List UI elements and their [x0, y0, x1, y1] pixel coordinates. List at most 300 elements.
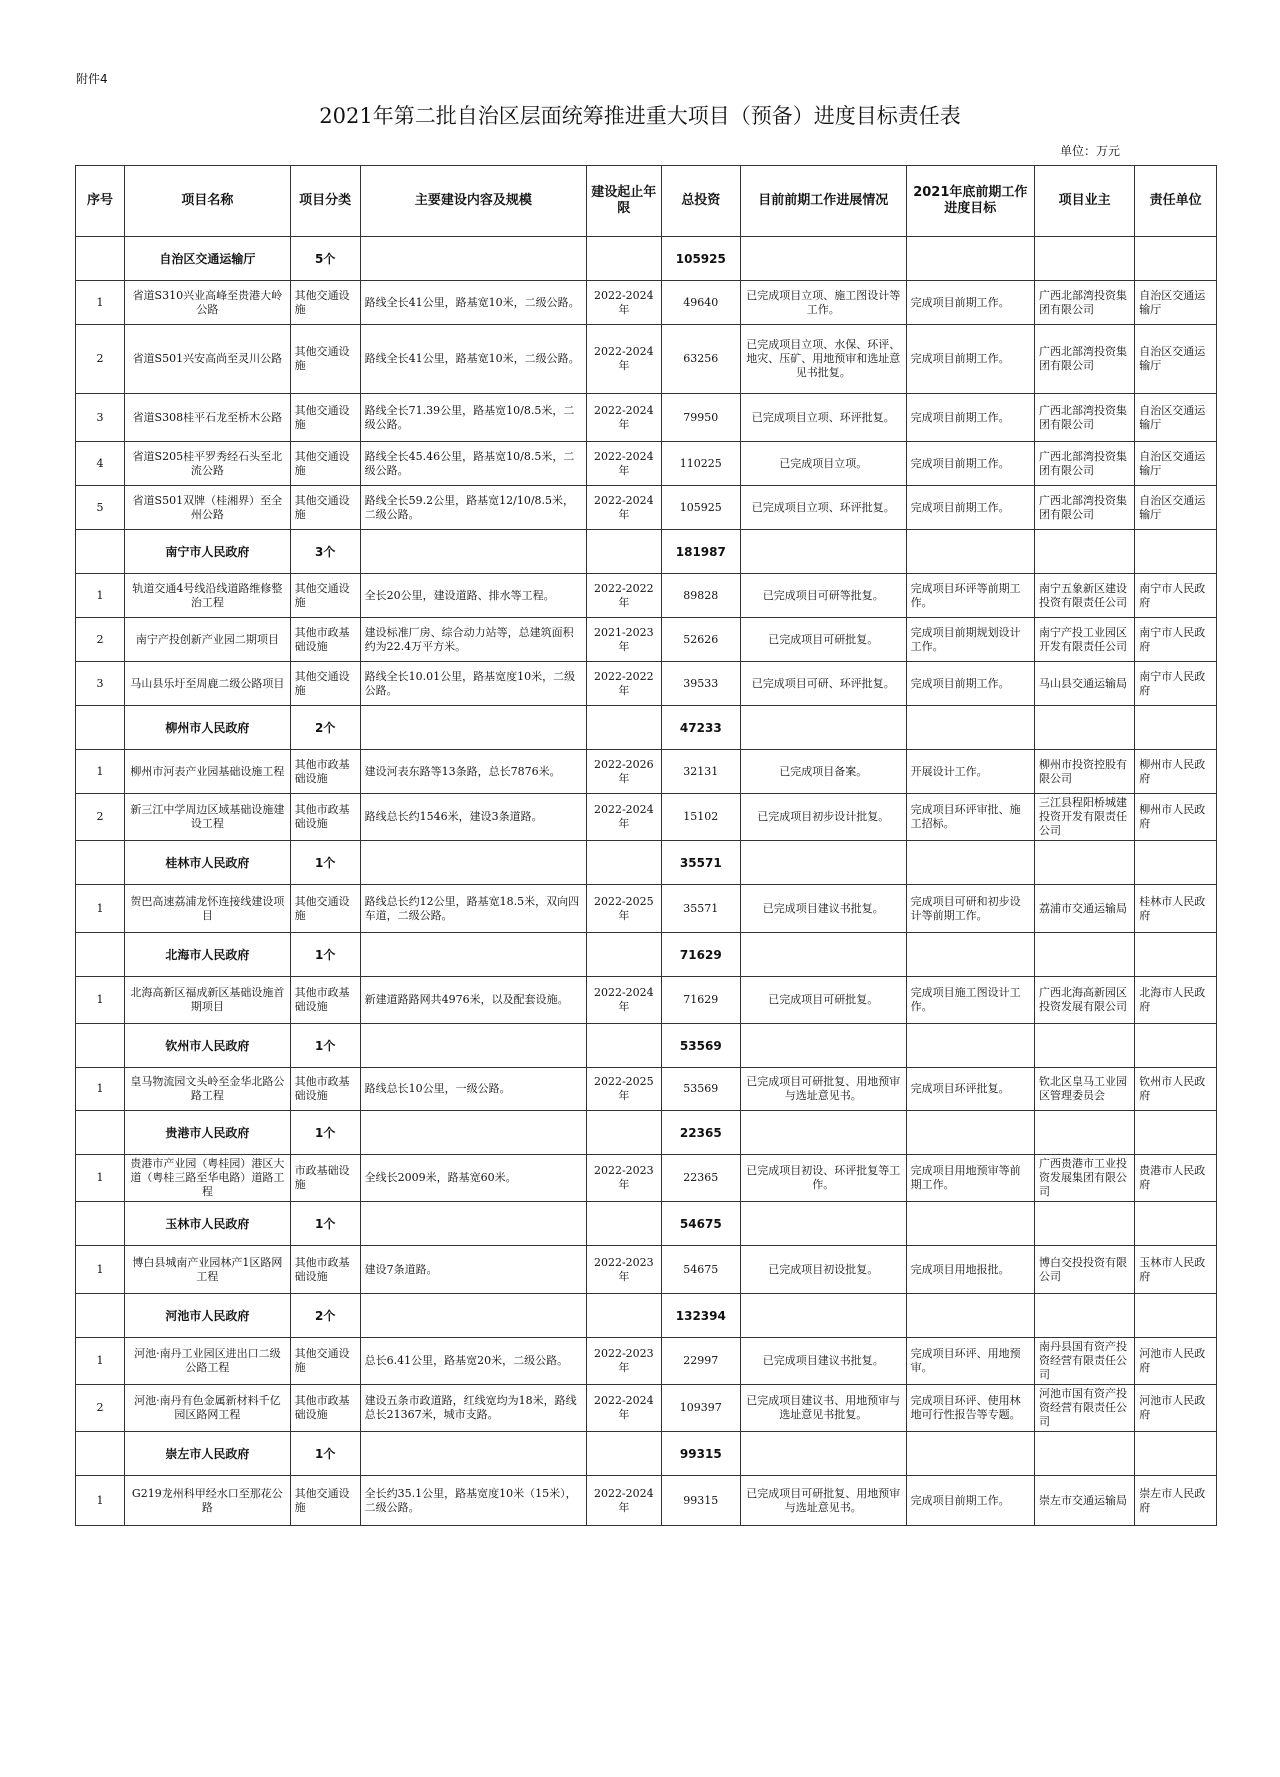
progress-target: 完成项目前期工作。: [906, 442, 1034, 486]
construction-period: 2022-2024年: [586, 977, 661, 1024]
progress-target: 完成项目用地预审等前期工作。: [906, 1155, 1034, 1202]
group-blank-cell: [360, 1202, 586, 1246]
project-category: 其他交通设施: [290, 281, 360, 325]
table-body: [76, 237, 1217, 1526]
group-row: [76, 237, 1217, 281]
group-blank-cell: [1135, 1111, 1217, 1155]
group-blank-cell: [360, 1294, 586, 1338]
progress-target: 完成项目前期规划设计工作。: [906, 618, 1034, 662]
group-blank-cell: [586, 1024, 661, 1068]
responsible-unit: 贵港市人民政府: [1135, 1155, 1217, 1202]
project-category: 其他交通设施: [290, 394, 360, 442]
row-no: 1: [76, 1246, 125, 1294]
project-name: G219龙州科甲经水口至那花公路: [125, 1476, 291, 1526]
row-no: 2: [76, 794, 125, 841]
row-no: 1: [76, 1068, 125, 1111]
project-owner: 三江县程阳桥城建投资开发有限责任公司: [1034, 794, 1134, 841]
row-no: 1: [76, 885, 125, 933]
construction-period: 2022-2024年: [586, 281, 661, 325]
page-title: 2021年第二批自治区层面统筹推进重大项目（预备）进度目标责任表: [319, 104, 961, 128]
project-table: [75, 165, 1217, 1526]
project-owner: 广西贵港市工业投资发展集团有限公司: [1034, 1155, 1134, 1202]
row-no: 1: [76, 574, 125, 618]
group-blank-cell: [1034, 841, 1134, 885]
unit-label: 单位：万元: [1060, 144, 1121, 158]
total-investment: 99315: [661, 1476, 740, 1526]
current-progress: 已完成项目建议书批复。: [740, 885, 906, 933]
group-blank-cell: [1034, 1432, 1134, 1476]
row-no: 3: [76, 662, 125, 706]
construction-content: 路线总长约1546米，建设3条道路。: [360, 794, 586, 841]
group-count: 2个: [290, 1294, 360, 1338]
header-target: 2021年底前期工作进度目标: [906, 166, 1034, 237]
group-total: 22365: [661, 1111, 740, 1155]
group-blank-cell: [360, 1432, 586, 1476]
group-blank-cell: [586, 706, 661, 750]
attachment-label: 附件4: [76, 72, 108, 86]
construction-content: 全线长2009米，路基宽60米。: [360, 1155, 586, 1202]
project-name: 省道S310兴业高峰至贵港大岭公路: [125, 281, 291, 325]
group-blank-cell: [1034, 933, 1134, 977]
group-blank-cell: [1034, 1202, 1134, 1246]
project-owner: 柳州市投资控股有限公司: [1034, 750, 1134, 794]
progress-target: 完成项目环评等前期工作。: [906, 574, 1034, 618]
current-progress: 已完成项目建议书、用地预审与选址意见书批复。: [740, 1385, 906, 1432]
group-name: 北海市人民政府: [125, 933, 291, 977]
group-blank-cell: [906, 1294, 1034, 1338]
project-category: 其他市政基础设施: [290, 1385, 360, 1432]
group-blank-cell: [906, 841, 1034, 885]
progress-target: 完成项目用地报批。: [906, 1246, 1034, 1294]
project-category: 其他交通设施: [290, 574, 360, 618]
group-row: [76, 933, 1217, 977]
group-blank-cell: [586, 1111, 661, 1155]
project-owner: 崇左市交通运输局: [1034, 1476, 1134, 1526]
project-category: 其他交通设施: [290, 662, 360, 706]
construction-period: 2022-2024年: [586, 1476, 661, 1526]
row-no: 2: [76, 325, 125, 394]
group-name: 贵港市人民政府: [125, 1111, 291, 1155]
group-blank-cell: [76, 933, 125, 977]
group-blank-cell: [1034, 706, 1134, 750]
total-investment: 105925: [661, 486, 740, 530]
progress-target: 完成项目前期工作。: [906, 662, 1034, 706]
group-blank-cell: [360, 933, 586, 977]
project-owner: 南宁五象新区建设投资有限责任公司: [1034, 574, 1134, 618]
construction-content: 建设五条市政道路，红线宽均为18米，路线总长21367米，城市支路。: [360, 1385, 586, 1432]
group-blank-cell: [76, 1202, 125, 1246]
project-name: 省道S501双牌（桂湘界）至全州公路: [125, 486, 291, 530]
construction-period: 2022-2025年: [586, 1068, 661, 1111]
total-investment: 22997: [661, 1338, 740, 1385]
current-progress: 已完成项目备案。: [740, 750, 906, 794]
project-name: 轨道交通4号线沿线道路维修整治工程: [125, 574, 291, 618]
responsible-unit: 自治区交通运输厅: [1135, 486, 1217, 530]
group-name: 玉林市人民政府: [125, 1202, 291, 1246]
total-investment: 22365: [661, 1155, 740, 1202]
project-owner: 马山县交通运输局: [1034, 662, 1134, 706]
project-category: 其他交通设施: [290, 486, 360, 530]
project-owner: 钦北区皇马工业园区管理委员会: [1034, 1068, 1134, 1111]
group-total: 181987: [661, 530, 740, 574]
construction-period: 2021-2023年: [586, 618, 661, 662]
project-owner: 荔浦市交通运输局: [1034, 885, 1134, 933]
table-row: [76, 618, 1217, 662]
group-blank-cell: [360, 1024, 586, 1068]
total-investment: 109397: [661, 1385, 740, 1432]
responsible-unit: 自治区交通运输厅: [1135, 394, 1217, 442]
group-count: 2个: [290, 706, 360, 750]
group-name: 钦州市人民政府: [125, 1024, 291, 1068]
group-name: 柳州市人民政府: [125, 706, 291, 750]
construction-content: 全长20公里，建设道路、排水等工程。: [360, 574, 586, 618]
group-blank-cell: [740, 237, 906, 281]
group-blank-cell: [906, 1111, 1034, 1155]
group-row: [76, 1024, 1217, 1068]
project-name: 河池·南丹工业园区进出口二级公路工程: [125, 1338, 291, 1385]
total-investment: 71629: [661, 977, 740, 1024]
project-name: 省道S501兴安高尚至灵川公路: [125, 325, 291, 394]
group-blank-cell: [906, 237, 1034, 281]
project-name: 贺巴高速荔浦龙怀连接线建设项目: [125, 885, 291, 933]
table-row: [76, 394, 1217, 442]
group-blank-cell: [1135, 706, 1217, 750]
table-row: [76, 1246, 1217, 1294]
project-name: 河池·南丹有色金属新材料千亿园区路网工程: [125, 1385, 291, 1432]
group-name: 南宁市人民政府: [125, 530, 291, 574]
group-blank-cell: [906, 933, 1034, 977]
group-blank-cell: [586, 841, 661, 885]
responsible-unit: 玉林市人民政府: [1135, 1246, 1217, 1294]
group-blank-cell: [1135, 237, 1217, 281]
project-category: 其他市政基础设施: [290, 750, 360, 794]
row-no: 2: [76, 1385, 125, 1432]
group-count: 1个: [290, 841, 360, 885]
construction-content: 路线全长71.39公里，路基宽10/8.5米，二级公路。: [360, 394, 586, 442]
current-progress: 已完成项目可研批复、用地预审与选址意见书。: [740, 1068, 906, 1111]
project-name: 马山县乐圩至周鹿二级公路项目: [125, 662, 291, 706]
construction-period: 2022-2024年: [586, 794, 661, 841]
row-no: 1: [76, 977, 125, 1024]
project-owner: 广西北部湾投资集团有限公司: [1034, 281, 1134, 325]
progress-target: 完成项目前期工作。: [906, 486, 1034, 530]
current-progress: 已完成项目立项、环评批复。: [740, 486, 906, 530]
project-owner: 广西北部湾投资集团有限公司: [1034, 442, 1134, 486]
construction-period: 2022-2026年: [586, 750, 661, 794]
project-category: 其他交通设施: [290, 885, 360, 933]
project-category: 其他交通设施: [290, 1476, 360, 1526]
construction-content: 路线总长10公里，一级公路。: [360, 1068, 586, 1111]
row-no: 1: [76, 1476, 125, 1526]
table-row: [76, 281, 1217, 325]
project-name: 南宁产投创新产业园二期项目: [125, 618, 291, 662]
group-blank-cell: [1135, 933, 1217, 977]
progress-target: 完成项目前期工作。: [906, 394, 1034, 442]
group-blank-cell: [1034, 1294, 1134, 1338]
construction-period: 2022-2025年: [586, 885, 661, 933]
total-investment: 15102: [661, 794, 740, 841]
project-name: 柳州市河表产业园基础设施工程: [125, 750, 291, 794]
table-row: [76, 325, 1217, 394]
group-blank-cell: [1034, 1111, 1134, 1155]
construction-period: 2022-2024年: [586, 325, 661, 394]
current-progress: 已完成项目可研批复。: [740, 977, 906, 1024]
construction-content: 路线全长10.01公里，路基宽度10米，二级公路。: [360, 662, 586, 706]
current-progress: 已完成项目初设批复。: [740, 1246, 906, 1294]
group-count: 1个: [290, 1202, 360, 1246]
group-blank-cell: [1034, 1024, 1134, 1068]
group-count: 1个: [290, 1111, 360, 1155]
construction-period: 2022-2024年: [586, 442, 661, 486]
current-progress: 已完成项目可研批复、用地预审与选址意见书。: [740, 1476, 906, 1526]
responsible-unit: 南宁市人民政府: [1135, 574, 1217, 618]
current-progress: 已完成项目初设、环评批复等工作。: [740, 1155, 906, 1202]
construction-content: 建设7条道路。: [360, 1246, 586, 1294]
current-progress: 已完成项目可研批复。: [740, 618, 906, 662]
group-blank-cell: [586, 1294, 661, 1338]
header-period: 建设起止年限: [586, 166, 661, 237]
project-name: 省道S308桂平石龙至桥木公路: [125, 394, 291, 442]
header-no: 序号: [76, 166, 125, 237]
group-blank-cell: [906, 530, 1034, 574]
total-investment: 79950: [661, 394, 740, 442]
group-blank-cell: [906, 1202, 1034, 1246]
project-name: 贵港市产业园（粤桂园）港区大道（粤桂三路至华电路）道路工程: [125, 1155, 291, 1202]
group-blank-cell: [1135, 1024, 1217, 1068]
header-responsible: 责任单位: [1135, 166, 1217, 237]
construction-content: 路线总长约12公里，路基宽18.5米，双向四车道，二级公路。: [360, 885, 586, 933]
progress-target: 开展设计工作。: [906, 750, 1034, 794]
total-investment: 49640: [661, 281, 740, 325]
construction-period: 2022-2022年: [586, 662, 661, 706]
progress-target: 完成项目可研和初步设计等前期工作。: [906, 885, 1034, 933]
responsible-unit: 南宁市人民政府: [1135, 618, 1217, 662]
header-investment: 总投资: [661, 166, 740, 237]
group-blank-cell: [76, 841, 125, 885]
project-category: 市政基础设施: [290, 1155, 360, 1202]
table-row: [76, 885, 1217, 933]
project-category: 其他市政基础设施: [290, 1246, 360, 1294]
row-no: 1: [76, 750, 125, 794]
row-no: 4: [76, 442, 125, 486]
responsible-unit: 自治区交通运输厅: [1135, 281, 1217, 325]
group-blank-cell: [76, 1432, 125, 1476]
construction-content: 路线全长41公里，路基宽10米，二级公路。: [360, 325, 586, 394]
group-blank-cell: [740, 1111, 906, 1155]
header-project-name: 项目名称: [125, 166, 291, 237]
group-total: 99315: [661, 1432, 740, 1476]
group-count: 1个: [290, 933, 360, 977]
group-blank-cell: [906, 1024, 1034, 1068]
header-content: 主要建设内容及规模: [360, 166, 586, 237]
group-blank-cell: [76, 1024, 125, 1068]
project-category: 其他交通设施: [290, 325, 360, 394]
row-no: 2: [76, 618, 125, 662]
group-blank-cell: [586, 530, 661, 574]
group-blank-cell: [586, 237, 661, 281]
project-owner: 河池市国有资产投资经营有限责任公司: [1034, 1385, 1134, 1432]
group-row: [76, 1202, 1217, 1246]
row-no: 1: [76, 1338, 125, 1385]
construction-content: 建设河表东路等13条路，总长7876米。: [360, 750, 586, 794]
group-name: 自治区交通运输厅: [125, 237, 291, 281]
group-total: 71629: [661, 933, 740, 977]
project-owner: 广西北部湾投资集团有限公司: [1034, 394, 1134, 442]
total-investment: 39533: [661, 662, 740, 706]
project-name: 省道S205桂平罗秀经石头至北流公路: [125, 442, 291, 486]
project-category: 其他市政基础设施: [290, 977, 360, 1024]
group-blank-cell: [1135, 1432, 1217, 1476]
responsible-unit: 河池市人民政府: [1135, 1385, 1217, 1432]
table-row: [76, 1155, 1217, 1202]
group-blank-cell: [76, 530, 125, 574]
group-row: [76, 706, 1217, 750]
project-owner: 广西北部湾投资集团有限公司: [1034, 325, 1134, 394]
row-no: 1: [76, 281, 125, 325]
responsible-unit: 自治区交通运输厅: [1135, 442, 1217, 486]
responsible-unit: 柳州市人民政府: [1135, 750, 1217, 794]
table-row: [76, 574, 1217, 618]
current-progress: 已完成项目可研等批复。: [740, 574, 906, 618]
construction-content: 建设标准厂房、综合动力站等，总建筑面积约为22.4万平方米。: [360, 618, 586, 662]
responsible-unit: 桂林市人民政府: [1135, 885, 1217, 933]
header-category: 项目分类: [290, 166, 360, 237]
total-investment: 110225: [661, 442, 740, 486]
group-total: 54675: [661, 1202, 740, 1246]
construction-period: 2022-2023年: [586, 1246, 661, 1294]
group-name: 河池市人民政府: [125, 1294, 291, 1338]
group-blank-cell: [360, 237, 586, 281]
responsible-unit: 钦州市人民政府: [1135, 1068, 1217, 1111]
table-row: [76, 977, 1217, 1024]
group-blank-cell: [76, 1294, 125, 1338]
responsible-unit: 河池市人民政府: [1135, 1338, 1217, 1385]
group-blank-cell: [740, 933, 906, 977]
group-name: 桂林市人民政府: [125, 841, 291, 885]
group-blank-cell: [740, 841, 906, 885]
group-blank-cell: [586, 1432, 661, 1476]
table-row: [76, 1385, 1217, 1432]
total-investment: 89828: [661, 574, 740, 618]
group-blank-cell: [906, 706, 1034, 750]
construction-content: 路线全长41公里，路基宽10米，二级公路。: [360, 281, 586, 325]
group-blank-cell: [906, 1432, 1034, 1476]
group-blank-cell: [1135, 530, 1217, 574]
group-row: [76, 1432, 1217, 1476]
progress-target: 完成项目施工图设计工作。: [906, 977, 1034, 1024]
group-total: 47233: [661, 706, 740, 750]
total-investment: 52626: [661, 618, 740, 662]
table-row: [76, 442, 1217, 486]
group-count: 5个: [290, 237, 360, 281]
table-row: [76, 750, 1217, 794]
group-blank-cell: [586, 933, 661, 977]
project-owner: 广西北海高新园区投资发展有限公司: [1034, 977, 1134, 1024]
responsible-unit: 自治区交通运输厅: [1135, 325, 1217, 394]
group-row: [76, 1111, 1217, 1155]
project-name: 北海高新区福成新区基础设施首期项目: [125, 977, 291, 1024]
construction-period: 2022-2023年: [586, 1155, 661, 1202]
group-row: [76, 530, 1217, 574]
group-blank-cell: [1135, 1202, 1217, 1246]
header-progress: 目前前期工作进展情况: [740, 166, 906, 237]
progress-target: 完成项目前期工作。: [906, 281, 1034, 325]
total-investment: 35571: [661, 885, 740, 933]
progress-target: 完成项目环评、使用林地可行性报告等专题。: [906, 1385, 1034, 1432]
group-total: 53569: [661, 1024, 740, 1068]
group-total: 105925: [661, 237, 740, 281]
responsible-unit: 北海市人民政府: [1135, 977, 1217, 1024]
project-owner: 南宁产投工业园区开发有限责任公司: [1034, 618, 1134, 662]
table-row: [76, 1068, 1217, 1111]
progress-target: 完成项目前期工作。: [906, 1476, 1034, 1526]
project-category: 其他交通设施: [290, 1338, 360, 1385]
group-blank-cell: [1135, 1294, 1217, 1338]
table-row: [76, 486, 1217, 530]
row-no: 5: [76, 486, 125, 530]
header-row: [76, 166, 1217, 237]
construction-period: 2022-2024年: [586, 394, 661, 442]
group-blank-cell: [740, 530, 906, 574]
project-owner: 南丹县国有资产投资经营有限责任公司: [1034, 1338, 1134, 1385]
progress-target: 完成项目前期工作。: [906, 325, 1034, 394]
total-investment: 54675: [661, 1246, 740, 1294]
group-blank-cell: [586, 1202, 661, 1246]
project-name: 博白县城南产业园林产1区路网工程: [125, 1246, 291, 1294]
header-owner: 项目业主: [1034, 166, 1134, 237]
row-no: 3: [76, 394, 125, 442]
construction-period: 2022-2024年: [586, 1385, 661, 1432]
group-row: [76, 841, 1217, 885]
current-progress: 已完成项目初步设计批复。: [740, 794, 906, 841]
group-blank-cell: [1034, 530, 1134, 574]
construction-period: 2022-2022年: [586, 574, 661, 618]
group-blank-cell: [76, 706, 125, 750]
responsible-unit: 柳州市人民政府: [1135, 794, 1217, 841]
table-row: [76, 794, 1217, 841]
current-progress: 已完成项目立项、水保、环评、地灾、压矿、用地预审和选址意见书批复。: [740, 325, 906, 394]
current-progress: 已完成项目建议书批复。: [740, 1338, 906, 1385]
group-count: 3个: [290, 530, 360, 574]
total-investment: 63256: [661, 325, 740, 394]
group-blank-cell: [1034, 237, 1134, 281]
progress-target: 完成项目环评、用地预审。: [906, 1338, 1034, 1385]
group-blank-cell: [76, 237, 125, 281]
group-blank-cell: [76, 1111, 125, 1155]
group-total: 132394: [661, 1294, 740, 1338]
row-no: 1: [76, 1155, 125, 1202]
responsible-unit: 崇左市人民政府: [1135, 1476, 1217, 1526]
construction-period: 2022-2024年: [586, 486, 661, 530]
table-row: [76, 1476, 1217, 1526]
current-progress: 已完成项目立项、施工图设计等工作。: [740, 281, 906, 325]
group-count: 1个: [290, 1024, 360, 1068]
project-owner: 博白交投投资有限公司: [1034, 1246, 1134, 1294]
progress-target: 完成项目环评审批、施工招标。: [906, 794, 1034, 841]
group-blank-cell: [740, 1432, 906, 1476]
group-blank-cell: [740, 706, 906, 750]
project-name: 皇马物流园文头岭至金华北路公路工程: [125, 1068, 291, 1111]
construction-content: 路线全长45.46公里，路基宽10/8.5米，二级公路。: [360, 442, 586, 486]
project-category: 其他交通设施: [290, 442, 360, 486]
group-blank-cell: [360, 1111, 586, 1155]
table-row: [76, 662, 1217, 706]
current-progress: 已完成项目可研、环评批复。: [740, 662, 906, 706]
project-category: 其他市政基础设施: [290, 1068, 360, 1111]
group-name: 崇左市人民政府: [125, 1432, 291, 1476]
group-blank-cell: [1135, 841, 1217, 885]
progress-target: 完成项目环评批复。: [906, 1068, 1034, 1111]
